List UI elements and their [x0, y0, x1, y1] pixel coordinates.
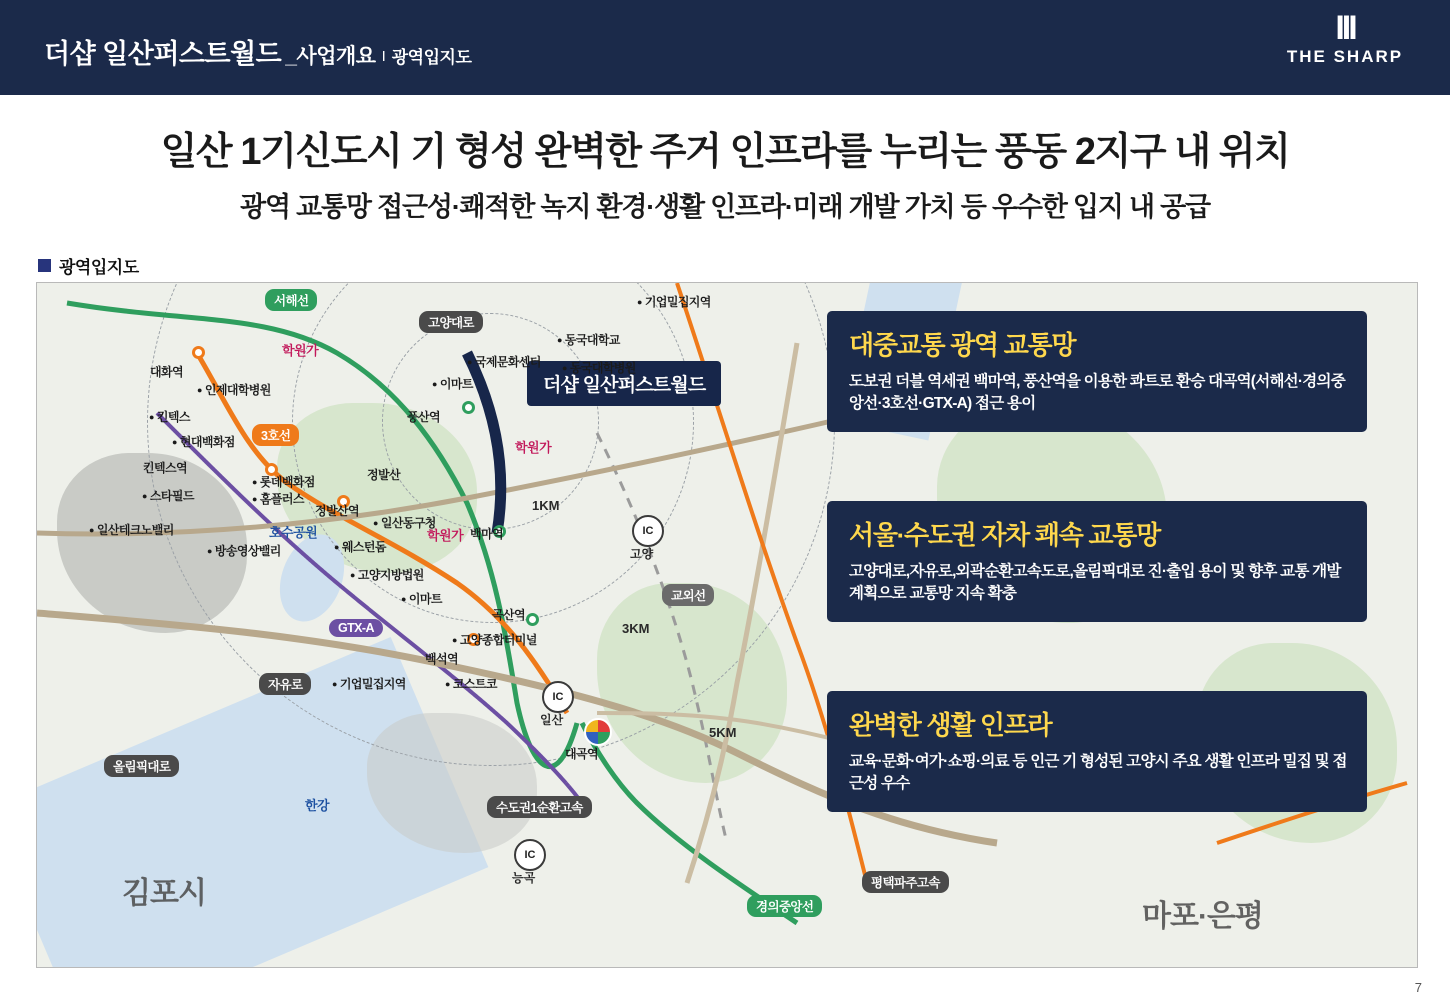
road-pill-jayuro: 자유로: [259, 673, 311, 695]
poi-label-dongguk-hospital: ● 동국대학병원: [562, 359, 636, 376]
road-pill-sudogwon1: 수도권1순환고속: [487, 796, 592, 818]
lake-park-label: 호수공원: [269, 525, 318, 540]
road-pill-olympicdaero: 올림픽대로: [104, 755, 179, 777]
poi-label-westerndom: ● 웨스턴돔: [334, 538, 386, 555]
brand-logo: [1270, 9, 1420, 67]
station-label-goksanyeok: 곡산역: [492, 608, 525, 622]
section-label: [38, 253, 139, 278]
info-card-transit-title: 대중교통 광역 교통망: [849, 330, 1076, 360]
landmark-label-jeongbalsan: 정발산: [367, 468, 400, 482]
radius-label-1km: 1KM: [532, 498, 560, 513]
info-card-transit-body: 도보권 더블 역세권 백마역, 풍산역을 이용한 콰트로 환승 대곡역(서해선·경의중앙선·3호선·GTX-A) 접근 용이: [849, 373, 1345, 413]
radius-label-3km: 3KM: [622, 621, 650, 636]
radius-label-5km: 5KM: [709, 725, 737, 740]
academy-label-1: 학원가: [282, 343, 319, 358]
square-bullet-icon: [38, 259, 51, 272]
poi-label-costco: ● 코스트코: [445, 675, 497, 692]
region-label-gimpo: 김포시: [122, 877, 206, 910]
header-title-group: [44, 32, 471, 71]
info-card-infra-title: 완벽한 생활 인프라: [849, 710, 1052, 740]
info-card-transit: [827, 311, 1367, 432]
poi-label-corporate-area-2: ● 기업밀집지역: [332, 675, 406, 692]
station-dot-pungsan: [462, 401, 475, 414]
header-title: 더샵 일산퍼스트월드: [44, 39, 282, 69]
rail-pill-line3: 3호선: [252, 424, 299, 446]
brand-name: THE SHARP: [1286, 47, 1404, 66]
section-label-text: 광역입지도: [59, 258, 139, 277]
poi-label-bus-terminal: ● 고양종합터미널: [452, 631, 537, 648]
hangang-label: 한강: [305, 798, 330, 813]
page-title: 일산 1기신도시 기 형성 완벽한 주거 인프라를 누리는 풍동 2지구 내 위치: [160, 131, 1290, 173]
info-card-roads-body: 고양대로,자유로,외곽순환고속도로,올림픽대로 진·출입 용이 및 향후 교통 개발 계획으로 교통망 지속 확충: [849, 563, 1341, 603]
page-header: [0, 0, 1450, 95]
rail-pill-gtx-a: GTX-A: [329, 619, 383, 637]
info-card-infra: [827, 691, 1367, 812]
ic-label-neunggok: 능곡: [512, 871, 536, 885]
poi-label-inje-hospital: ● 인제대학병원: [197, 381, 271, 398]
station-label-pungsanyeok: 풍산역: [407, 410, 440, 424]
poi-label-court: ● 고양지방법원: [350, 566, 424, 583]
station-label-jeongbalsanyeok: 정발산역: [315, 504, 359, 518]
poi-label-starfield: ● 스타필드: [142, 487, 194, 504]
station-label-daehwa: 대화역: [150, 365, 183, 379]
header-separator: I: [381, 48, 386, 65]
station-label-kintexyeok: 킨텍스역: [143, 461, 187, 475]
station-label-daegokyeok: 대곡역: [565, 747, 598, 761]
ic-badge-goyang: IC: [632, 515, 664, 547]
poi-label-lotte-dept: ● 롯데백화점: [252, 473, 315, 490]
info-card-infra-body: 교육·문화·여가·쇼핑·의료 등 인근 기 형성된 고양시 주요 생활 인프라 밀집 및 접근성 우수: [849, 753, 1347, 793]
poi-label-ilsan-dongguchung: ● 일산동구청: [373, 514, 436, 531]
region-label-mapo-eunpyeong: 마포·은평: [1142, 900, 1263, 933]
station-dot-goksan: [526, 613, 539, 626]
rail-pill-gyooeseon: 교외선: [662, 584, 714, 606]
ic-badge-neunggok: IC: [514, 839, 546, 871]
road-pill-goyangdaero: 고양대로: [419, 311, 483, 333]
academy-label-3: 학원가: [427, 528, 464, 543]
rail-pill-seohaeseon: 서해선: [265, 289, 317, 311]
poi-label-broadcast-valley: ● 방송영상밸리: [207, 542, 281, 559]
poi-label-corporate-area-1: ● 기업밀집지역: [637, 293, 711, 310]
page-subtitle: 광역 교통망 접근성·쾌적한 녹지 환경·생활 인프라·미래 개발 가치 등 우수한 입지 내 공급: [240, 192, 1210, 222]
poi-label-hyundai-dept: ● 현대백화점: [172, 433, 235, 450]
station-dot-daehwa: [192, 346, 205, 359]
poi-label-technovalley: ● 일산테크노밸리: [89, 521, 174, 538]
academy-label-2: 학원가: [515, 440, 552, 455]
info-card-roads-title: 서울·수도권 자차 쾌속 교통망: [849, 520, 1160, 550]
station-label-baengmayeok: 백마역: [470, 527, 503, 541]
rail-pill-gyeongui-jungang: 경의중앙선: [747, 895, 822, 917]
info-card-roads: [827, 501, 1367, 622]
poi-label-emart-1: ● 이마트: [432, 375, 473, 392]
location-map: [36, 282, 1418, 968]
header-section-name: 광역입지도: [391, 48, 472, 67]
station-node-daegok: [584, 718, 612, 746]
page-number: 7: [1414, 980, 1422, 995]
project-callout: 더샵 일산퍼스트월드: [527, 361, 721, 406]
ic-label-goyang: 고양: [630, 547, 654, 561]
poi-label-intl-culture-center: ● 국제문화센터: [467, 353, 541, 370]
ic-badge-ilsan: IC: [542, 681, 574, 713]
poi-label-homeplus: ● 홈플러스: [252, 490, 304, 507]
road-pill-pyeongtaek-paju: 평택파주고속: [862, 871, 949, 893]
brand-mark-icon: III: [1335, 9, 1355, 47]
header-subtitle: _사업개요: [285, 45, 376, 68]
poi-label-dongguk-univ: ● 동국대학교: [557, 331, 620, 348]
poi-label-kintex: ● 킨텍스: [149, 408, 190, 425]
poi-label-emart-2: ● 이마트: [401, 590, 442, 607]
station-label-baekseokyeok: 백석역: [425, 652, 458, 666]
ic-label-ilsan: 일산: [540, 713, 564, 727]
